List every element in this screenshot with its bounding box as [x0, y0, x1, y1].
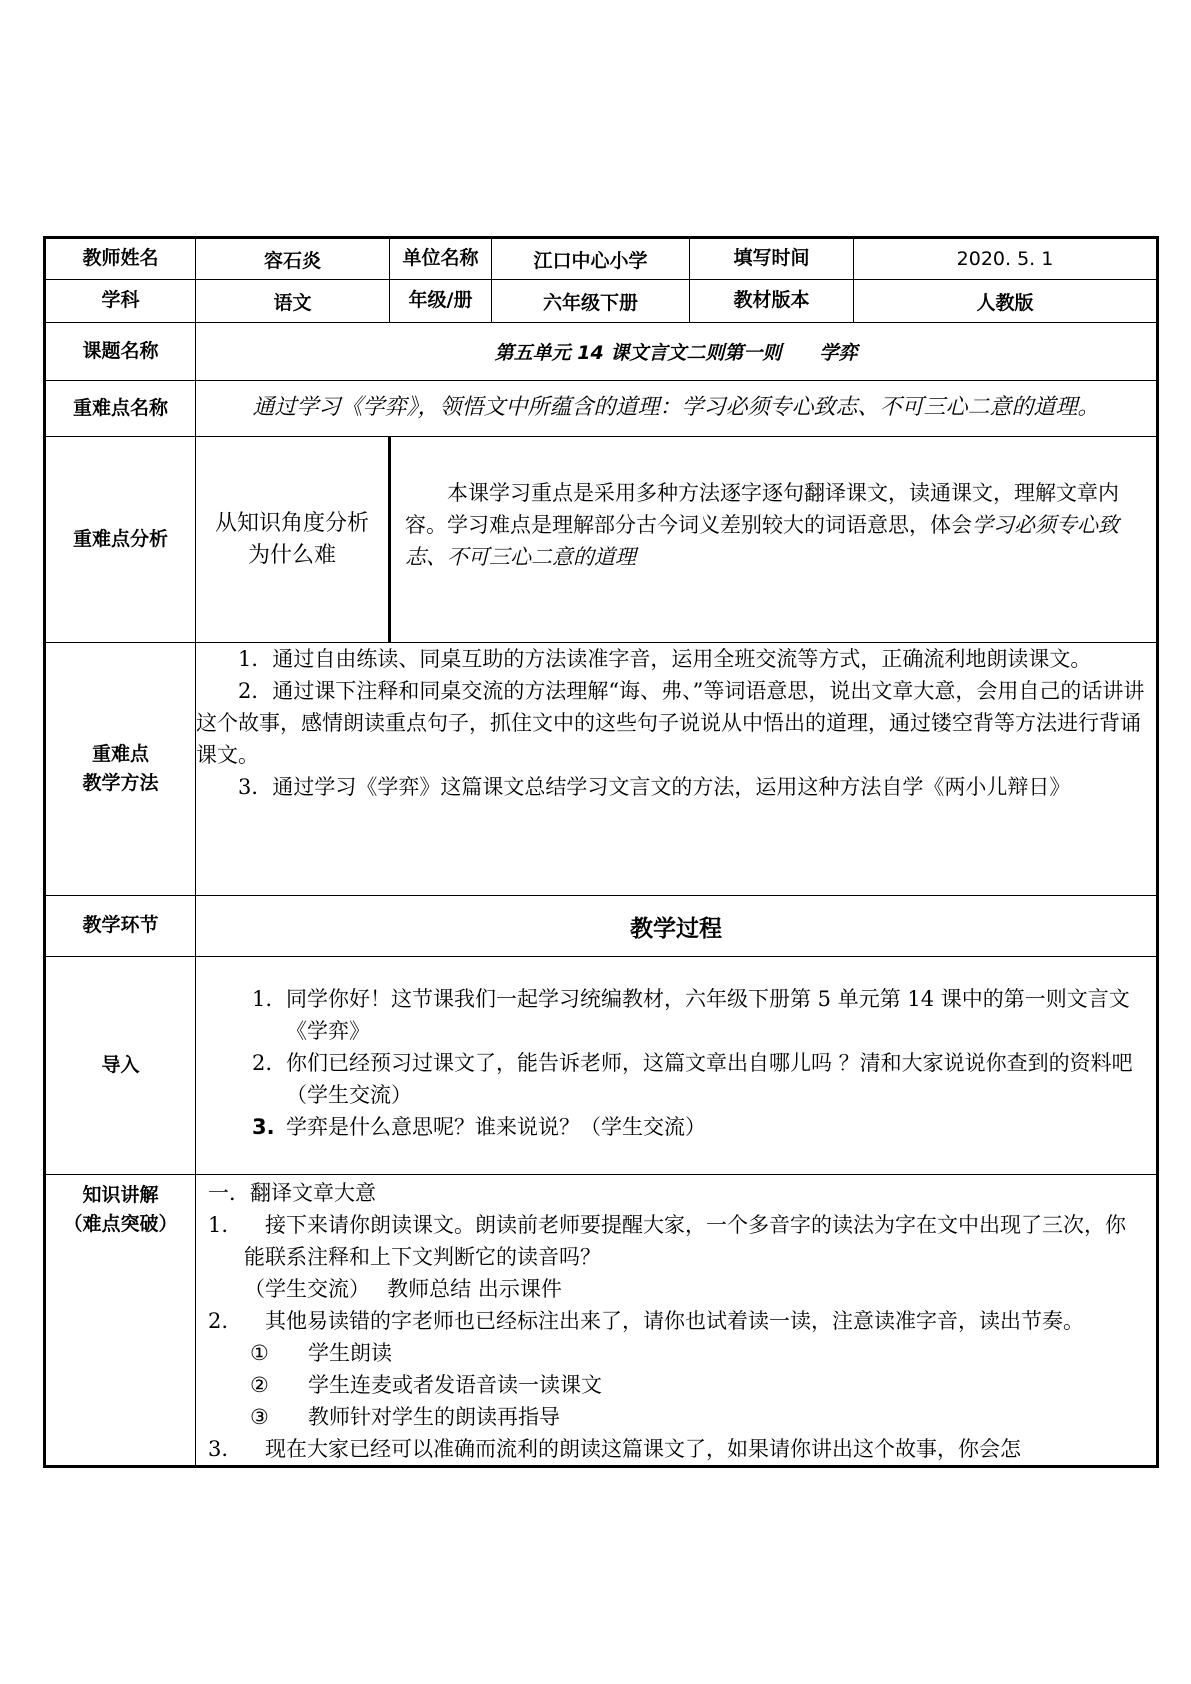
intro-item-2 — [252, 1047, 1142, 1079]
methods-item-2: 2．通过课下注释和同桌交流的方法理解“诲、弗、”等词语意思，说出文章大意，会用自己的话讲讲这个故事，感情朗读重点句子，抓住文中的这些句子说说从中悟出的道理，通过镂空背等方法进行背诵课文。 — [196, 679, 1145, 767]
intro-item-2b — [252, 1079, 1142, 1111]
header-row-2 — [45, 280, 1158, 323]
knowledge-label-line2: （难点突破） — [63, 1213, 178, 1236]
analysis-text-normal: 本课学习重点是采用多种方法逐字逐句翻译课文，读通课文，理解文章内容。学习难点是理解部分古今词义差别较大的词语意思，体会 — [405, 481, 1119, 537]
knowledge-section-title: 一．翻译文章大意 — [208, 1181, 376, 1205]
intro-item-3-text: 学弈是什么意思呢？谁来说说？（学生交流） — [286, 1114, 706, 1139]
methods-item-1: 1．通过自由练读、同桌互助的方法读准字音，运用全班交流等方式，正确流利地朗读课文。 — [238, 647, 1092, 671]
knowledge-item-3-text: 现在大家已经可以准确而流利的朗读这篇课文了，如果请你讲出这个故事，你会怎 — [265, 1437, 1021, 1461]
methods-label-line2: 教学方法 — [82, 772, 159, 794]
analysis-sub-label: 从知识角度分析为什么难 — [196, 437, 390, 643]
intro-item-3-num: 3. — [252, 1114, 275, 1139]
teacher-name-value: 容石炎 — [196, 238, 390, 280]
intro-item-1-num: 1. — [252, 986, 273, 1011]
intro-item-2-num: 2. — [252, 1050, 273, 1075]
subject-value: 语文 — [196, 280, 390, 323]
topic-value: 第五单元 14 课文言文二则第一则 学弈 — [196, 323, 1158, 381]
fill-date-label: 填写时间 — [690, 238, 854, 280]
knowledge-sub-item-3 — [208, 1401, 1142, 1433]
analysis-label: 重难点分析 — [45, 437, 196, 643]
lesson-plan-form — [43, 236, 1156, 1468]
unit-name-value: 江口中心小学 — [492, 238, 690, 280]
grade-label: 年级/册 — [390, 280, 492, 323]
header-row-1 — [45, 238, 1158, 280]
knowledge-item-3-num: 3. — [208, 1437, 229, 1461]
knowledge-sub-item-1-text: 学生朗读 — [308, 1341, 392, 1365]
knowledge-label-line1: 知识讲解 — [82, 1184, 159, 1206]
fill-date-value: 2020. 5. 1 — [854, 238, 1158, 280]
teacher-name-label: 教师姓名 — [45, 238, 196, 280]
subject-label: 学科 — [45, 280, 196, 323]
knowledge-item-3 — [208, 1433, 1142, 1465]
analysis-paragraph — [405, 477, 1142, 573]
grade-value: 六年级下册 — [492, 280, 690, 323]
key-points-row — [45, 381, 1158, 437]
analysis-text-cell — [390, 437, 1158, 643]
intro-row — [45, 957, 1158, 1175]
knowledge-sub-item-2-num: ② — [250, 1373, 269, 1397]
knowledge-item-1 — [208, 1209, 1142, 1273]
methods-row — [45, 643, 1158, 896]
knowledge-label — [45, 1175, 196, 1467]
knowledge-sub-item-3-text: 教师针对学生的朗读再指导 — [308, 1405, 560, 1429]
analysis-text-italic: 学习必须专心致志、不可三心二意的道理 — [405, 513, 1119, 569]
knowledge-row — [45, 1175, 1158, 1467]
edition-value: 人教版 — [854, 280, 1158, 323]
knowledge-sub-item-1 — [208, 1337, 1142, 1369]
lesson-plan-table — [43, 236, 1159, 1468]
methods-content — [196, 643, 1158, 896]
process-label: 教学环节 — [45, 896, 196, 957]
knowledge-sub-item-2 — [208, 1369, 1142, 1401]
intro-item-1 — [252, 983, 1142, 1047]
methods-item-3: 3．通过学习《学弈》这篇课文总结学习文言文的方法，运用这种方法自学《两小儿辩日》 — [238, 775, 1071, 799]
intro-item-1-text: 同学你好！这节课我们一起学习统编教材，六年级下册第 5 单元第 14 课中的第一则文言文《学弈》 — [286, 986, 1130, 1043]
intro-item-2-text: 你们已经预习过课文了，能告诉老师，这篇文章出自哪儿吗 ？清和大家说说你查到的资料吧 — [286, 1050, 1133, 1075]
topic-row — [45, 323, 1158, 381]
knowledge-sub-item-3-num: ③ — [250, 1405, 269, 1429]
knowledge-item-1-text: 接下来请你朗读课文。朗读前老师要提醒大家，一个多音字的读法为字在文中出现了三次，你能联系注释和上下文判断它的读音吗？ — [244, 1213, 1126, 1269]
intro-item-2b-text: （学生交流） — [286, 1082, 412, 1107]
knowledge-item-2-text: 其他易读错的字老师也已经标注出来了，请你也试着读一读，注意读准字音，读出节奏。 — [265, 1309, 1084, 1333]
edition-label: 教材版本 — [690, 280, 854, 323]
key-points-label: 重难点名称 — [45, 381, 196, 437]
unit-name-label: 单位名称 — [390, 238, 492, 280]
methods-label — [45, 643, 196, 896]
process-row — [45, 896, 1158, 957]
knowledge-sub-item-2-text: 学生连麦或者发语音读一读课文 — [308, 1373, 602, 1397]
topic-label: 课题名称 — [45, 323, 196, 381]
intro-content — [196, 957, 1158, 1175]
process-title: 教学过程 — [196, 896, 1158, 957]
methods-label-line1: 重难点 — [91, 742, 149, 765]
analysis-row — [45, 437, 1158, 643]
knowledge-item-1-num: 1. — [208, 1213, 229, 1237]
intro-item-3 — [252, 1111, 1142, 1143]
intro-item-2b-num — [252, 1079, 286, 1111]
key-points-value: 通过学习《学弈》，领悟文中所蕴含的道理：学习必须专心致志、不可三心二意的道理。 — [196, 381, 1158, 437]
knowledge-content — [196, 1175, 1158, 1467]
knowledge-item-1-sub: （学生交流） 教师总结 出示课件 — [244, 1277, 562, 1301]
intro-label: 导入 — [45, 957, 196, 1175]
knowledge-item-2 — [208, 1305, 1142, 1337]
knowledge-item-2-num: 2. — [208, 1309, 229, 1333]
knowledge-sub-item-1-num: ① — [250, 1341, 269, 1365]
